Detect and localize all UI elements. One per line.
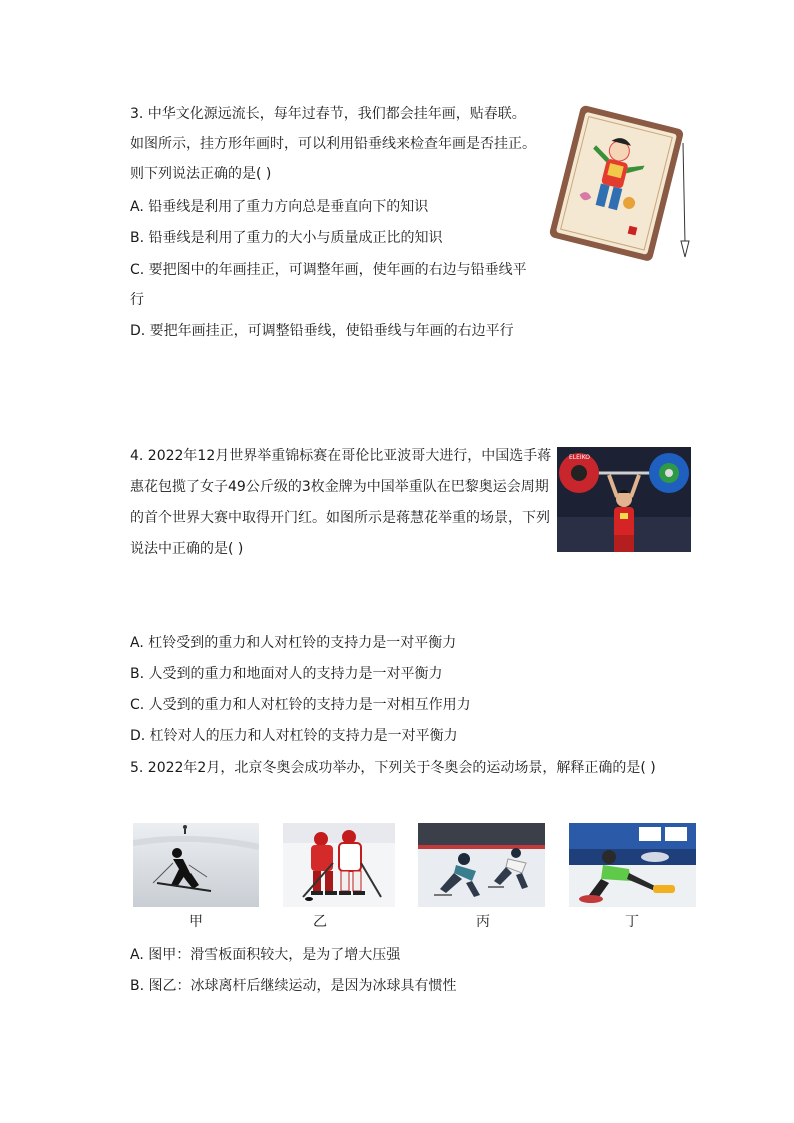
q4-option-d: D. 杠铃对人的压力和人对杠铃的支持力是一对平衡力 — [130, 728, 458, 744]
q3-option-d: D. 要把年画挂正，可调整铅垂线，使铅垂线与年画的右边平行 — [130, 323, 514, 339]
q3-stem-line-3: 则下列说法正确的是( ) — [130, 166, 272, 182]
ice-hockey-photo — [283, 823, 395, 907]
q3-option-c-cont: 行 — [130, 292, 144, 308]
caption-jia: 甲 — [189, 914, 203, 930]
caption-ding: 丁 — [625, 914, 639, 930]
new-year-painting-image — [545, 103, 695, 265]
q3-option-b: B. 铅垂线是利用了重力的大小与质量成正比的知识 — [130, 230, 443, 246]
curling-photo — [569, 823, 696, 907]
q4-stem-line-4: 说法中正确的是( ) — [130, 541, 244, 557]
skiing-photo — [133, 823, 259, 907]
q4-option-c: C. 人受到的重力和人对杠铃的支持力是一对相互作用力 — [130, 697, 471, 713]
q3-stem-line-2: 如图所示，挂方形年画时，可以利用铅垂线来检查年画是否挂正。 — [130, 136, 536, 152]
q5-stem-line-1: 5. 2022年2月，北京冬奥会成功举办，下列关于冬奥会的运动场景，解释正确的是( ) — [130, 760, 656, 776]
q5-option-b: B. 图乙：冰球离杆后继续运动，是因为冰球具有惯性 — [130, 978, 457, 994]
speed-skating-photo — [418, 823, 545, 907]
caption-yi: 乙 — [313, 914, 327, 930]
barbell-plate-text: ELEIKO — [569, 454, 591, 461]
q4-option-a: A. 杠铃受到的重力和人对杠铃的支持力是一对平衡力 — [130, 635, 457, 651]
q3-stem-line-1: 3. 中华文化源远流长，每年过春节，我们都会挂年画，贴春联。 — [130, 106, 526, 122]
weightlifting-photo — [557, 447, 691, 552]
q4-option-b: B. 人受到的重力和地面对人的支持力是一对平衡力 — [130, 666, 443, 682]
q3-option-a: A. 铅垂线是利用了重力方向总是垂直向下的知识 — [130, 199, 429, 215]
q4-stem-line-3: 的首个世界大赛中取得开门红。如图所示是蒋慧花举重的场景，下列 — [130, 510, 550, 526]
q5-option-a: A. 图甲：滑雪板面积较大，是为了增大压强 — [130, 947, 401, 963]
q4-stem-line-1: 4. 2022年12月世界举重锦标赛在哥伦比亚波哥大进行，中国选手蒋 — [130, 448, 552, 464]
caption-bing: 丙 — [476, 914, 490, 930]
q3-option-c: C. 要把图中的年画挂正，可调整年画，使年画的右边与铅垂线平 — [130, 262, 527, 278]
q4-stem-line-2: 惠花包揽了女子49公斤级的3枚金牌为中国举重队在巴黎奥运会周期 — [130, 479, 549, 495]
